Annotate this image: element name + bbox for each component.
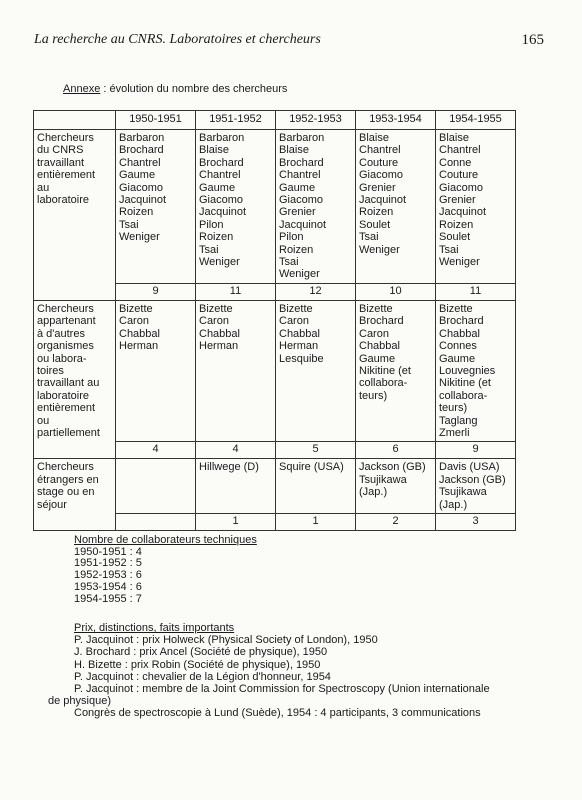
researcher-name: Giacomo (359, 169, 404, 182)
researcher-name: Brochard (359, 315, 404, 328)
count-cell: 5 (276, 442, 356, 459)
researcher-name: Herman (199, 340, 239, 353)
researcher-name: Squire (USA) (279, 461, 344, 474)
count-cell: 1 (196, 513, 276, 530)
researcher-name: Weniger (439, 256, 480, 269)
researcher-name: teurs) (359, 389, 388, 402)
count-cell (116, 513, 196, 530)
researcher-name: Gaume (359, 352, 396, 365)
researcher-name: Tsai (279, 256, 299, 269)
count-cell: 9 (436, 442, 516, 459)
count-cell: 9 (116, 283, 196, 300)
researcher-name: Jackson (GB) (359, 461, 426, 474)
researcher-name: Soulet (359, 218, 391, 231)
name-cell (356, 300, 436, 441)
researcher-name: Jacquinot (439, 206, 487, 219)
collaborateurs-item: 1951-1952 : 5 (74, 557, 142, 570)
researcher-name: Caron (359, 327, 389, 340)
researcher-name: collabora- (439, 389, 488, 402)
researcher-name: Chabbal (279, 327, 320, 340)
researcher-name: Weniger (119, 231, 160, 244)
researcher-name: Louvegnies (439, 364, 496, 377)
page-number: 165 (521, 32, 544, 48)
annexe-caption (63, 83, 287, 95)
researcher-name: Zmerli (439, 426, 470, 439)
researcher-name: Chantrel (119, 156, 161, 169)
researcher-name: Caron (199, 315, 229, 328)
row-label (34, 130, 116, 301)
researcher-name: Giacomo (119, 181, 164, 194)
researcher-name: Couture (359, 156, 399, 169)
row-label-line: stage ou en (37, 486, 95, 499)
researcher-name: Roizen (279, 243, 314, 256)
researcher-name: Conne (439, 156, 472, 169)
researcher-name: Jacquinot (199, 206, 247, 219)
researcher-name: Davis (USA) (439, 461, 500, 474)
row-label-line: Chercheurs (37, 302, 94, 315)
researcher-name: Jacquinot (279, 218, 327, 231)
researcher-name: Tsai (359, 231, 379, 244)
researcher-name: Gaume (439, 352, 476, 365)
count-cell: 11 (196, 283, 276, 300)
name-cell (116, 300, 196, 441)
prix-item: Congrès de spectroscopie à Lund (Suède), 1954 : 4 participants, 3 communications (74, 707, 481, 720)
collaborateurs-item: 1954-1955 : 7 (74, 592, 142, 605)
researcher-name: Jacquinot (119, 194, 167, 207)
researcher-name: Caron (279, 315, 309, 328)
researcher-name: Roizen (439, 218, 474, 231)
researcher-name: Bizette (279, 302, 313, 315)
row-label-line: Chercheurs (37, 461, 94, 474)
prix-item: P. Jacquinot : membre de la Joint Commission for Spectroscopy (Union internationale (74, 683, 490, 696)
count-cell: 10 (356, 283, 436, 300)
researcher-name: Blaise (199, 144, 229, 157)
collaborateurs-item: 1953-1954 : 6 (74, 580, 142, 593)
researcher-name: Giacomo (279, 194, 324, 207)
researcher-name: Brochard (439, 315, 484, 328)
researchers-table (33, 110, 516, 531)
researcher-name: Bizette (199, 302, 233, 315)
researcher-name: Hillwege (D) (199, 461, 259, 474)
row-label-line: étrangers en (37, 473, 99, 486)
header-blank-cell (34, 111, 116, 130)
researcher-name: Tsai (199, 243, 219, 256)
researcher-name: Tsai (439, 243, 459, 256)
researcher-name: Lesquibe (279, 352, 324, 365)
row-label-line: travaillant au (37, 377, 100, 390)
researcher-name: Blaise (359, 132, 389, 144)
name-cell (196, 300, 276, 441)
researcher-name: Chabbal (359, 340, 400, 353)
researcher-name: Herman (279, 340, 319, 353)
name-cell (276, 459, 356, 514)
researcher-name: Weniger (279, 268, 320, 281)
researcher-name: Giacomo (199, 194, 244, 207)
row-label (34, 459, 116, 531)
collaborateurs-section (74, 535, 257, 605)
researcher-name: Nikitine (et (359, 364, 411, 377)
researcher-name: Couture (439, 169, 479, 182)
researcher-name: collabora- (359, 377, 408, 390)
name-cell (196, 459, 276, 514)
count-cell: 4 (196, 442, 276, 459)
count-cell: 6 (356, 442, 436, 459)
row-label-line: travaillant (37, 156, 85, 169)
year-header: 1952-1953 (276, 111, 356, 130)
name-cell (436, 300, 516, 441)
count-cell: 1 (276, 513, 356, 530)
researcher-name: Brochard (119, 144, 164, 157)
table-row (34, 130, 516, 284)
researcher-name: Brochard (199, 156, 244, 169)
year-header: 1951-1952 (196, 111, 276, 130)
researcher-name: (Jap.) (439, 498, 468, 511)
researcher-name: Soulet (439, 231, 471, 244)
researcher-name: Chabbal (439, 327, 480, 340)
prix-item: J. Brochard : prix Ancel (Société de physique), 1950 (74, 646, 328, 659)
researcher-name: Roizen (199, 231, 234, 244)
name-cell (436, 459, 516, 514)
researcher-name: Tsujikawa (359, 473, 407, 486)
researcher-name: Blaise (279, 144, 309, 157)
researcher-name: Barbaron (119, 132, 165, 144)
researcher-name: Tsujikawa (439, 486, 487, 499)
researcher-name: Blaise (439, 132, 469, 144)
researcher-name: Caron (119, 315, 149, 328)
prix-list (48, 634, 504, 720)
researcher-name: Grenier (359, 181, 396, 194)
researcher-name: Gaume (119, 169, 156, 182)
row-label-line: entièrement (37, 402, 96, 415)
row-label-line: ou (37, 414, 50, 427)
researcher-name: Herman (119, 340, 159, 353)
row-label-line: Chercheurs (37, 132, 94, 144)
researcher-name: Barbaron (199, 132, 245, 144)
researcher-name: Tsai (119, 218, 139, 231)
running-title: La recherche au CNRS. Laboratoires et chercheurs (34, 32, 321, 47)
researcher-name: Weniger (359, 243, 400, 256)
count-cell: 12 (276, 283, 356, 300)
count-cell: 2 (356, 513, 436, 530)
name-cell (196, 130, 276, 284)
name-cell (356, 459, 436, 514)
researcher-name: teurs) (439, 402, 468, 415)
researcher-name: Chabbal (199, 327, 240, 340)
row-label-line: appartenant (37, 315, 96, 328)
researcher-name: Grenier (439, 194, 476, 207)
researcher-name: Chantrel (359, 144, 401, 157)
researcher-name: Brochard (279, 156, 324, 169)
name-cell (276, 300, 356, 441)
researcher-name: Chantrel (439, 144, 481, 157)
row-label (34, 300, 116, 458)
collaborateurs-title: Nombre de collaborateurs techniques (74, 534, 257, 546)
prix-item: P. Jacquinot : chevalier de la Légion d'honneur, 1954 (74, 670, 331, 683)
researcher-name: Chabbal (119, 327, 160, 340)
count-cell: 11 (436, 283, 516, 300)
row-label-line: du CNRS (37, 144, 84, 157)
year-header: 1950-1951 (116, 111, 196, 130)
researcher-name: Pilon (199, 218, 224, 231)
researcher-name: Barbaron (279, 132, 325, 144)
row-label-line: organismes (37, 340, 94, 353)
count-cell: 3 (436, 513, 516, 530)
count-cell: 4 (116, 442, 196, 459)
researcher-name: Pilon (279, 231, 304, 244)
row-label-line: partiellement (37, 426, 100, 439)
researcher-name: Nikitine (et (439, 377, 491, 390)
row-label-line: laboratoire (37, 389, 89, 402)
prix-section (48, 622, 504, 720)
row-label-line: au (37, 181, 50, 194)
researcher-name: (Jap.) (359, 486, 388, 499)
researcher-name: Bizette (359, 302, 393, 315)
researcher-name: Gaume (199, 181, 236, 194)
table-row (34, 300, 516, 441)
row-label-line: séjour (37, 498, 67, 511)
row-label-line: toires (37, 364, 64, 377)
researcher-name: Giacomo (439, 181, 484, 194)
annexe-label: Annexe (63, 83, 101, 95)
prix-item: de physique) (48, 695, 111, 708)
name-cell (356, 130, 436, 284)
prix-title: Prix, distinctions, faits importants (74, 622, 235, 634)
researcher-name: Chantrel (279, 169, 321, 182)
researcher-name: Roizen (119, 206, 154, 219)
researcher-name: Taglang (439, 414, 478, 427)
researcher-name: Connes (439, 340, 477, 353)
researcher-name: Weniger (199, 256, 240, 269)
researcher-name: Chantrel (199, 169, 241, 182)
researcher-name: Roizen (359, 206, 394, 219)
prix-item: P. Jacquinot : prix Holweck (Physical Society of London), 1950 (74, 634, 378, 647)
researcher-name: Bizette (119, 302, 153, 315)
name-cell (116, 459, 196, 514)
researcher-name: Jackson (GB) (439, 473, 506, 486)
researcher-name: Bizette (439, 302, 473, 315)
collaborateurs-item: 1950-1951 : 4 (74, 545, 142, 558)
year-header: 1954-1955 (436, 111, 516, 130)
row-label-line: entièrement (37, 169, 96, 182)
collaborateurs-item: 1952-1953 : 6 (74, 569, 142, 582)
name-cell (116, 130, 196, 284)
row-label-line: laboratoire (37, 194, 89, 207)
table-row (34, 459, 516, 514)
researcher-name: Grenier (279, 206, 316, 219)
researcher-name: Gaume (279, 181, 316, 194)
prix-item: H. Bizette : prix Robin (Société de physique), 1950 (74, 658, 321, 671)
table-header-row (34, 111, 516, 130)
annexe-text: : évolution du nombre des chercheurs (100, 83, 288, 95)
researcher-name: Jacquinot (359, 194, 407, 207)
year-header: 1953-1954 (356, 111, 436, 130)
collaborateurs-list (74, 547, 257, 606)
name-cell (436, 130, 516, 284)
page-header (34, 32, 544, 52)
row-label-line: à d'autres (37, 327, 85, 340)
name-cell (276, 130, 356, 284)
row-label-line: ou labora- (37, 352, 87, 365)
